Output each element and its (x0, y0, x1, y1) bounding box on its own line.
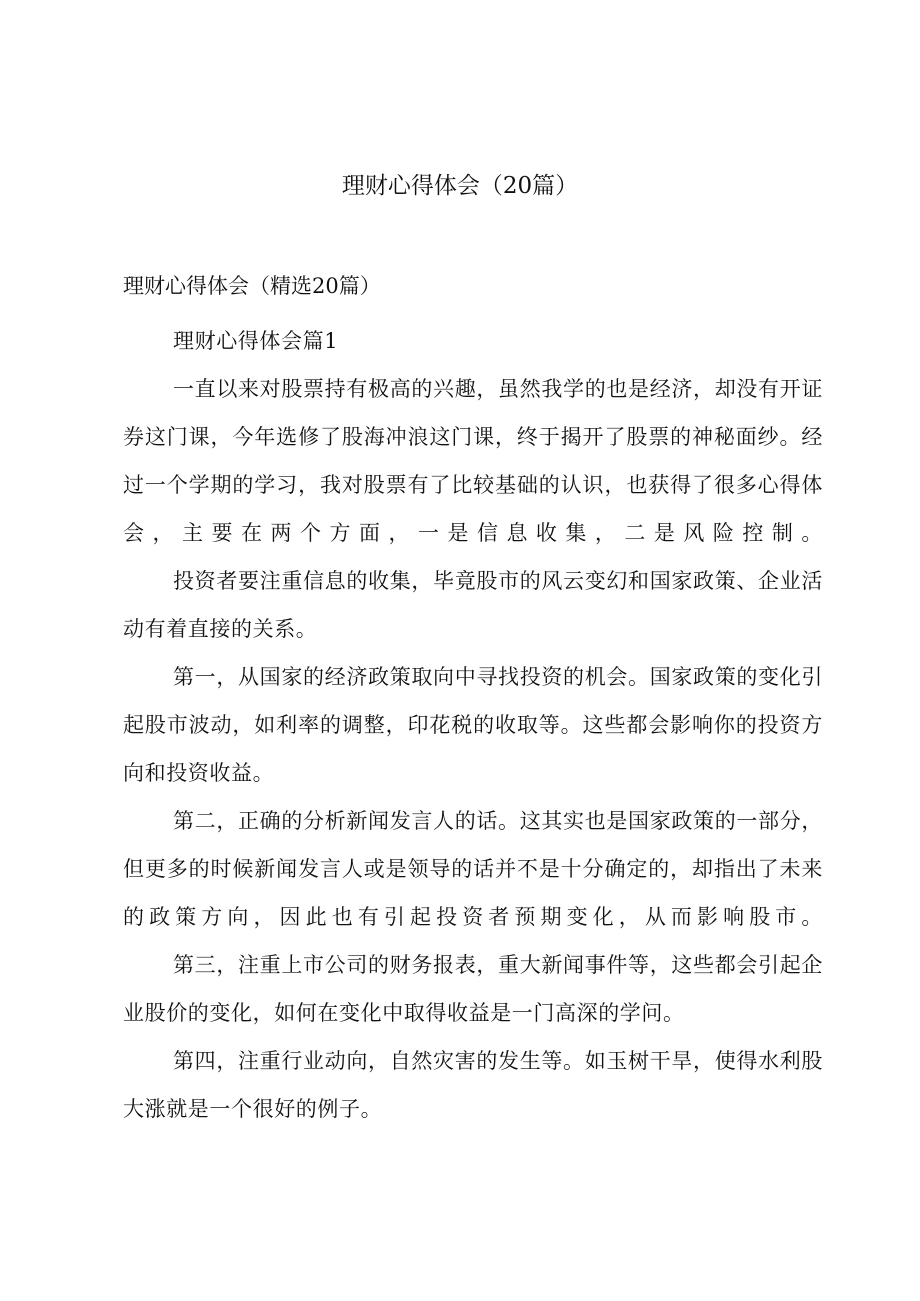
paragraph-6: 第四，注重行业动向，自然灾害的发生等。如玉树干旱，使得水利股大涨就是一个很好的例子。 (123, 1049, 823, 1121)
paragraph-5: 第三，注重上市公司的财务报表，重大新闻事件等，这些都会引起企业股价的变化，如何在变化中取得收益是一门高深的学问。 (123, 953, 823, 1025)
document-title: 理财心得体会（20篇） (341, 173, 579, 199)
document-subtitle: 理财心得体会（精选20篇） (123, 274, 381, 298)
paragraph-3: 第一，从国家的经济政策取向中寻找投资的机会。国家政策的变化引起股市波动，如利率的调整，印花税的收取等。这些都会影响你的投资方向和投资收益。 (123, 665, 823, 785)
section-heading: 理财心得体会篇1 (173, 329, 339, 353)
document-body (123, 317, 823, 1133)
paragraph-2: 投资者要注重信息的收集，毕竟股市的风云变幻和国家政策、企业活动有着直接的关系。 (123, 569, 823, 641)
paragraph-1: 一直以来对股票持有极高的兴趣，虽然我学的也是经济，却没有开证券这门课，今年选修了股海冲浪这门课，终于揭开了股票的神秘面纱。经过一个学期的学习，我对股票有了比较基础的认识，也获得了很多心得体会，主要在两个方面，一是信息收集，二是风险控制。 (123, 377, 823, 545)
paragraph-4: 第二，正确的分析新闻发言人的话。这其实也是国家政策的一部分，但更多的时候新闻发言人或是领导的话并不是十分确定的，却指出了未来的政策方向，因此也有引起投资者预期变化，从而影响股市。 (123, 809, 823, 929)
